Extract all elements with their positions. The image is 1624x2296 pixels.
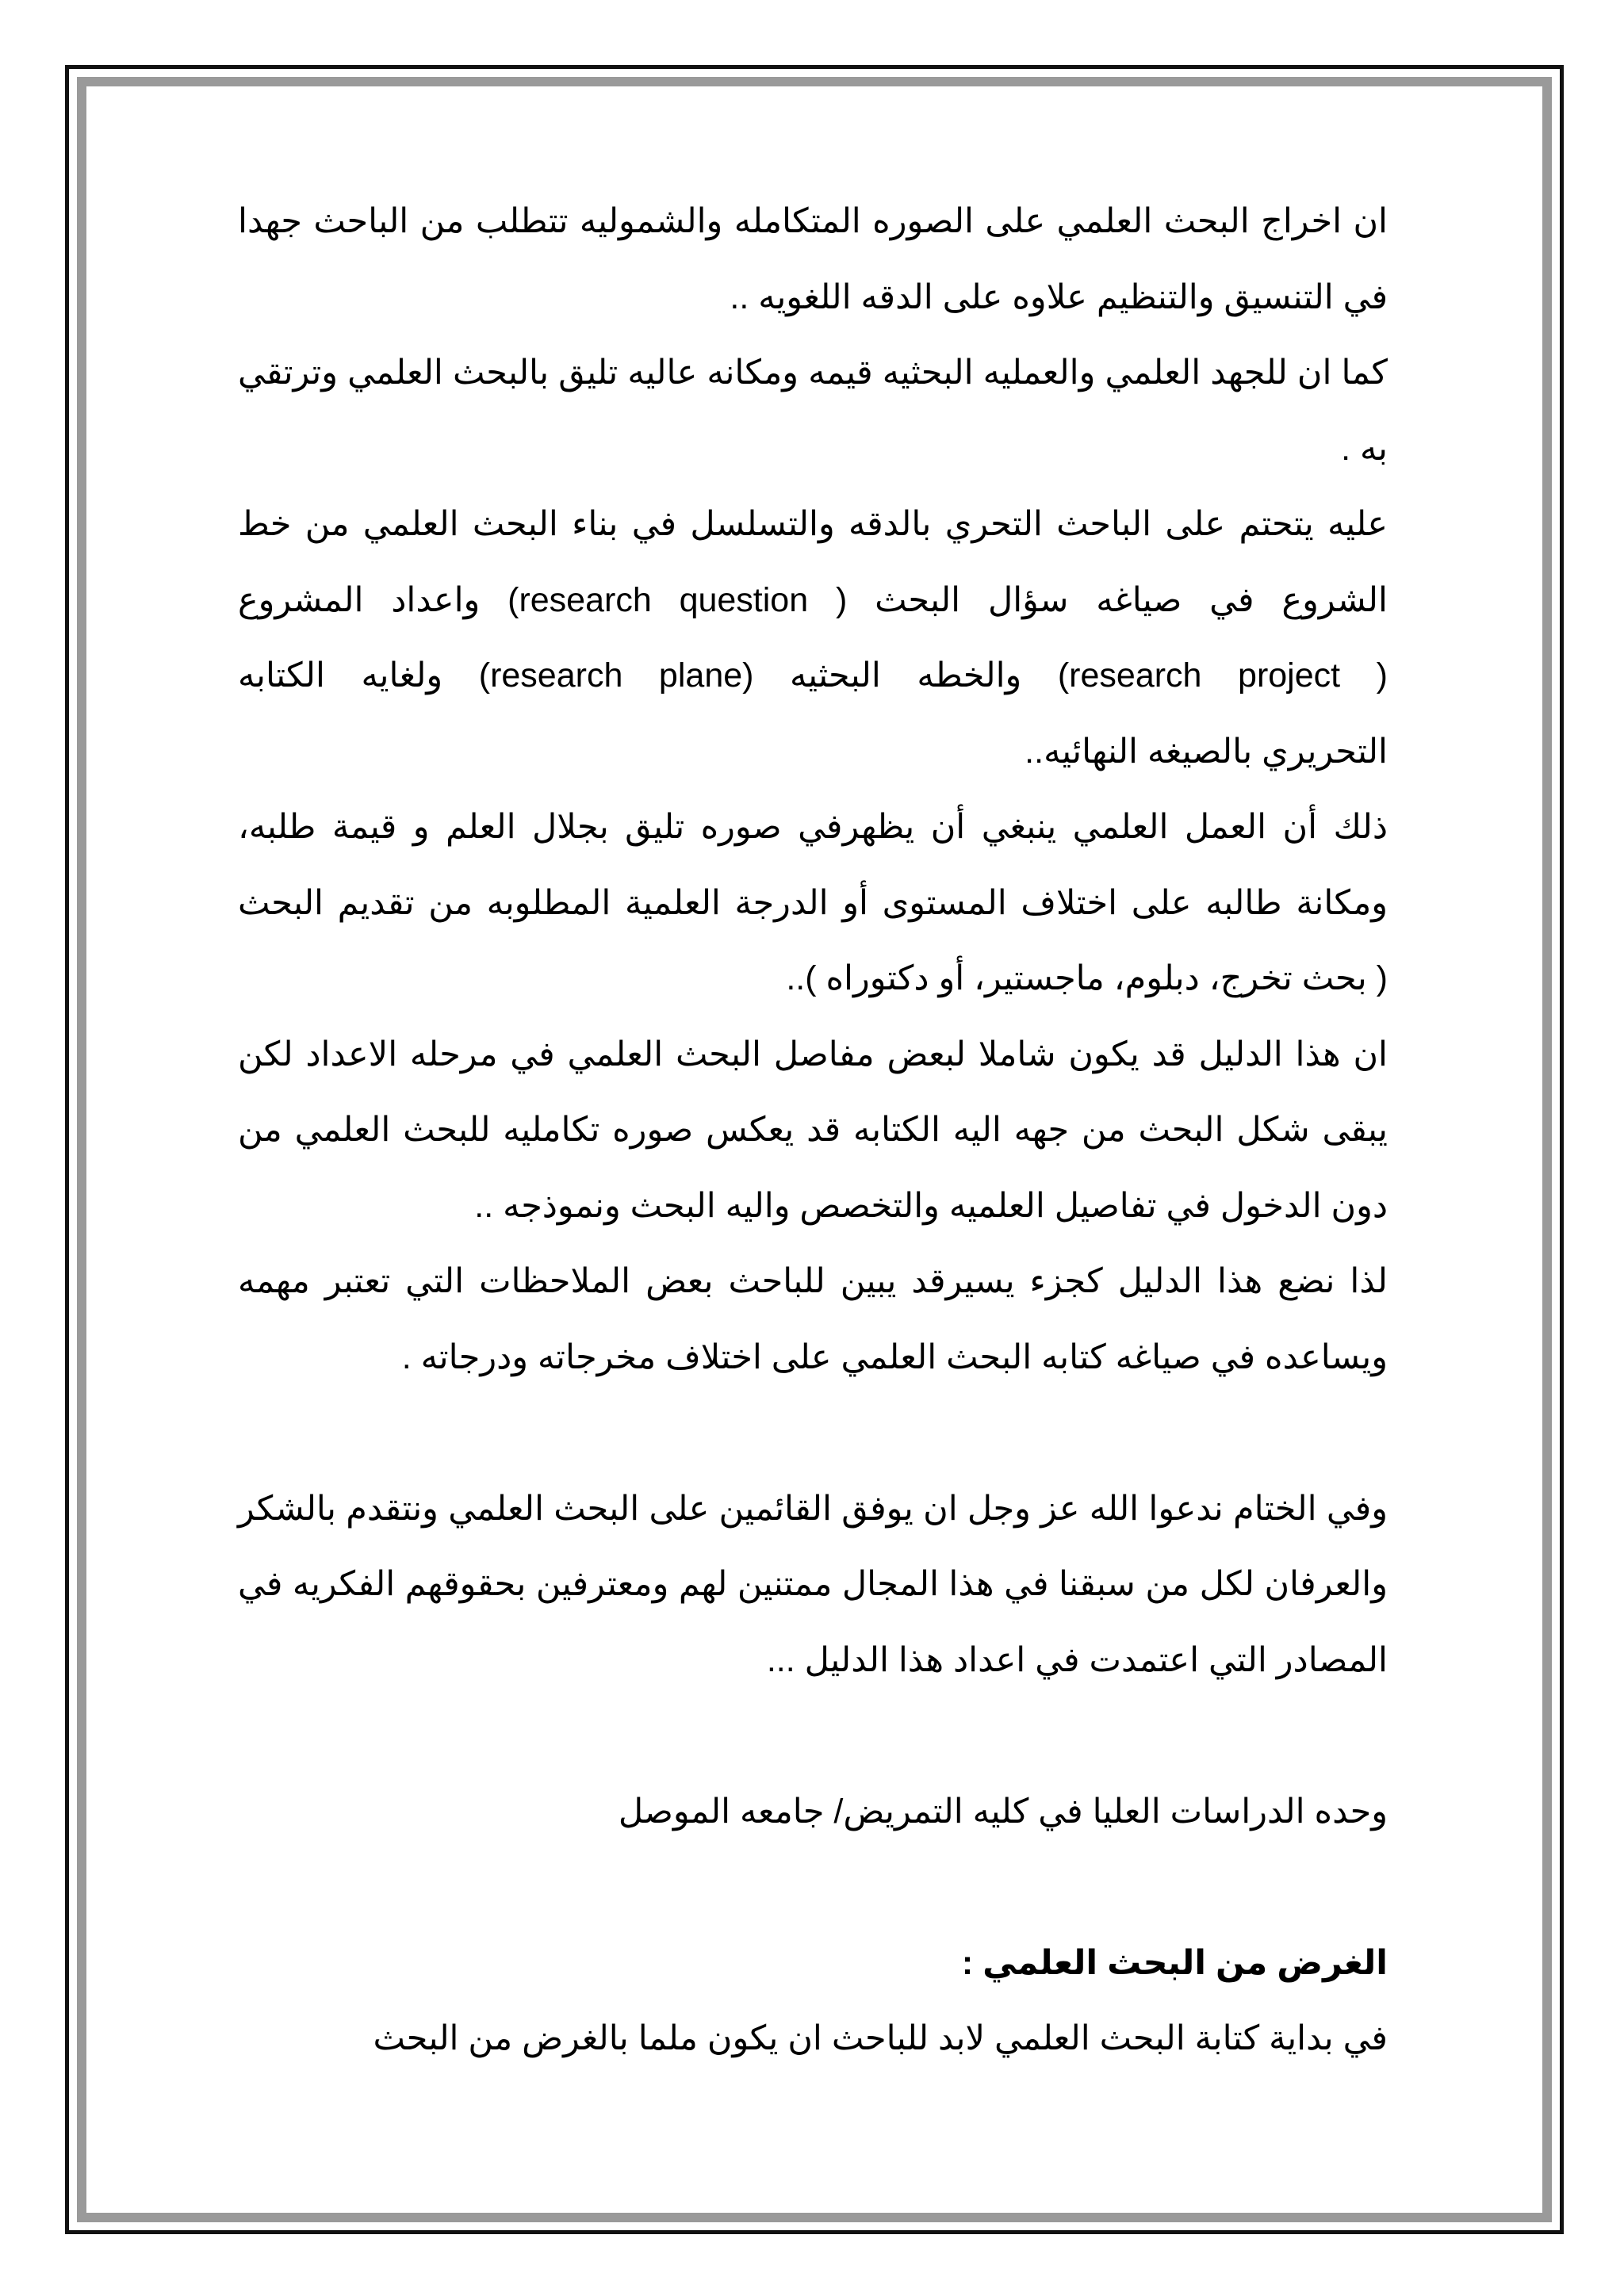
text-line: ( بحث تخرج، دبلوم، ماجستير، أو دكتوراه ).. bbox=[786, 959, 1388, 997]
text-line: ان هذا الدليل قد يكون شاملا لبعض مفاصل البحث العلمي في مرحله الاعداد لكن bbox=[238, 1035, 1388, 1073]
section-heading-text: الغرض من البحث العلمي : bbox=[961, 1943, 1388, 1982]
paragraph-accuracy bbox=[238, 487, 1388, 790]
text-line: ( research project) والخطه البحثيه (research plane) ولغايه الكتابه bbox=[238, 656, 1388, 695]
paragraph-closing bbox=[238, 1471, 1388, 1699]
text-line: ذلك أن العمل العلمي ينبغي أن يظهرفي صوره تليق بجلال العلم و قيمة طلبه، bbox=[238, 808, 1388, 846]
text-line: والعرفان لكل من سبقنا في هذا المجال ممتنين لهم ومعترفين بحقوقهم الفكريه في bbox=[238, 1565, 1388, 1603]
text-line: الشروع في صياغه سؤال البحث ( research question) واعداد المشروع bbox=[238, 580, 1388, 619]
paragraph-intro bbox=[238, 184, 1388, 335]
blank-line bbox=[238, 1395, 1388, 1471]
blank-line bbox=[238, 1698, 1388, 1774]
section-heading bbox=[238, 1926, 1388, 2002]
text-line: دون الدخول في تفاصيل العلميه والتخصص واليه البحث ونموذجه .. bbox=[474, 1186, 1388, 1225]
text-line: ويساعده في صياغه كتابه البحث العلمي على اختلاف مخرجاته ودرجاته . bbox=[401, 1337, 1388, 1376]
text-line: التحريري بالصيغه النهائيه.. bbox=[1025, 732, 1388, 771]
text-line: ان اخراج البحث العلمي على الصوره المتكامله والشموليه تتطلب من الباحث جهدا bbox=[238, 202, 1388, 240]
text-line: كما ان للجهد العلمي والعمليه البحثيه قيمه ومكانه عاليه تليق بالبحث العلمي وترتقي bbox=[238, 354, 1388, 392]
section-paragraph bbox=[238, 2001, 1388, 2077]
text-line: ومكانة طالبه على اختلاف المستوى أو الدرجة العلمية المطلوبه من تقديم البحث bbox=[238, 883, 1388, 922]
signature bbox=[238, 1774, 1388, 1850]
paragraph-dignity bbox=[238, 790, 1388, 1017]
signature-line: وحده الدراسات العليا في كليه التمريض/ جامعه الموصل bbox=[618, 1792, 1388, 1831]
paragraph-guide-scope bbox=[238, 1017, 1388, 1245]
paragraph-value bbox=[238, 335, 1388, 487]
text-line: في بداية كتابة البحث العلمي لابد للباحث ان يكون ملما بالغرض من البحث bbox=[373, 2019, 1388, 2057]
text-line: عليه يتحتم على الباحث التحري بالدقه والتسلسل في بناء البحث العلمي من خط bbox=[238, 505, 1388, 543]
text-line: به . bbox=[1341, 429, 1388, 468]
text-line: في التنسيق والتنظيم علاوه على الدقه اللغويه .. bbox=[730, 277, 1388, 316]
text-line: لذا نضع هذا الدليل كجزء يسيرقد يبين للباحث بعض الملاحظات التي تعتبر مهمه bbox=[238, 1262, 1388, 1300]
paragraph-guide-purpose bbox=[238, 1244, 1388, 1395]
text-line: المصادر التي اعتمدت في اعداد هذا الدليل ... bbox=[766, 1640, 1388, 1679]
blank-line bbox=[238, 1850, 1388, 1926]
text-line: وفي الختام ندعوا الله عز وجل ان يوفق القائمين على البحث العلمي ونتقدم بالشكر bbox=[238, 1489, 1388, 1528]
document-body bbox=[238, 184, 1388, 2077]
text-line: يبقى شكل البحث من جهه اليه الكتابه قد يعكس صوره تكامليه للبحث العلمي من bbox=[238, 1111, 1388, 1149]
